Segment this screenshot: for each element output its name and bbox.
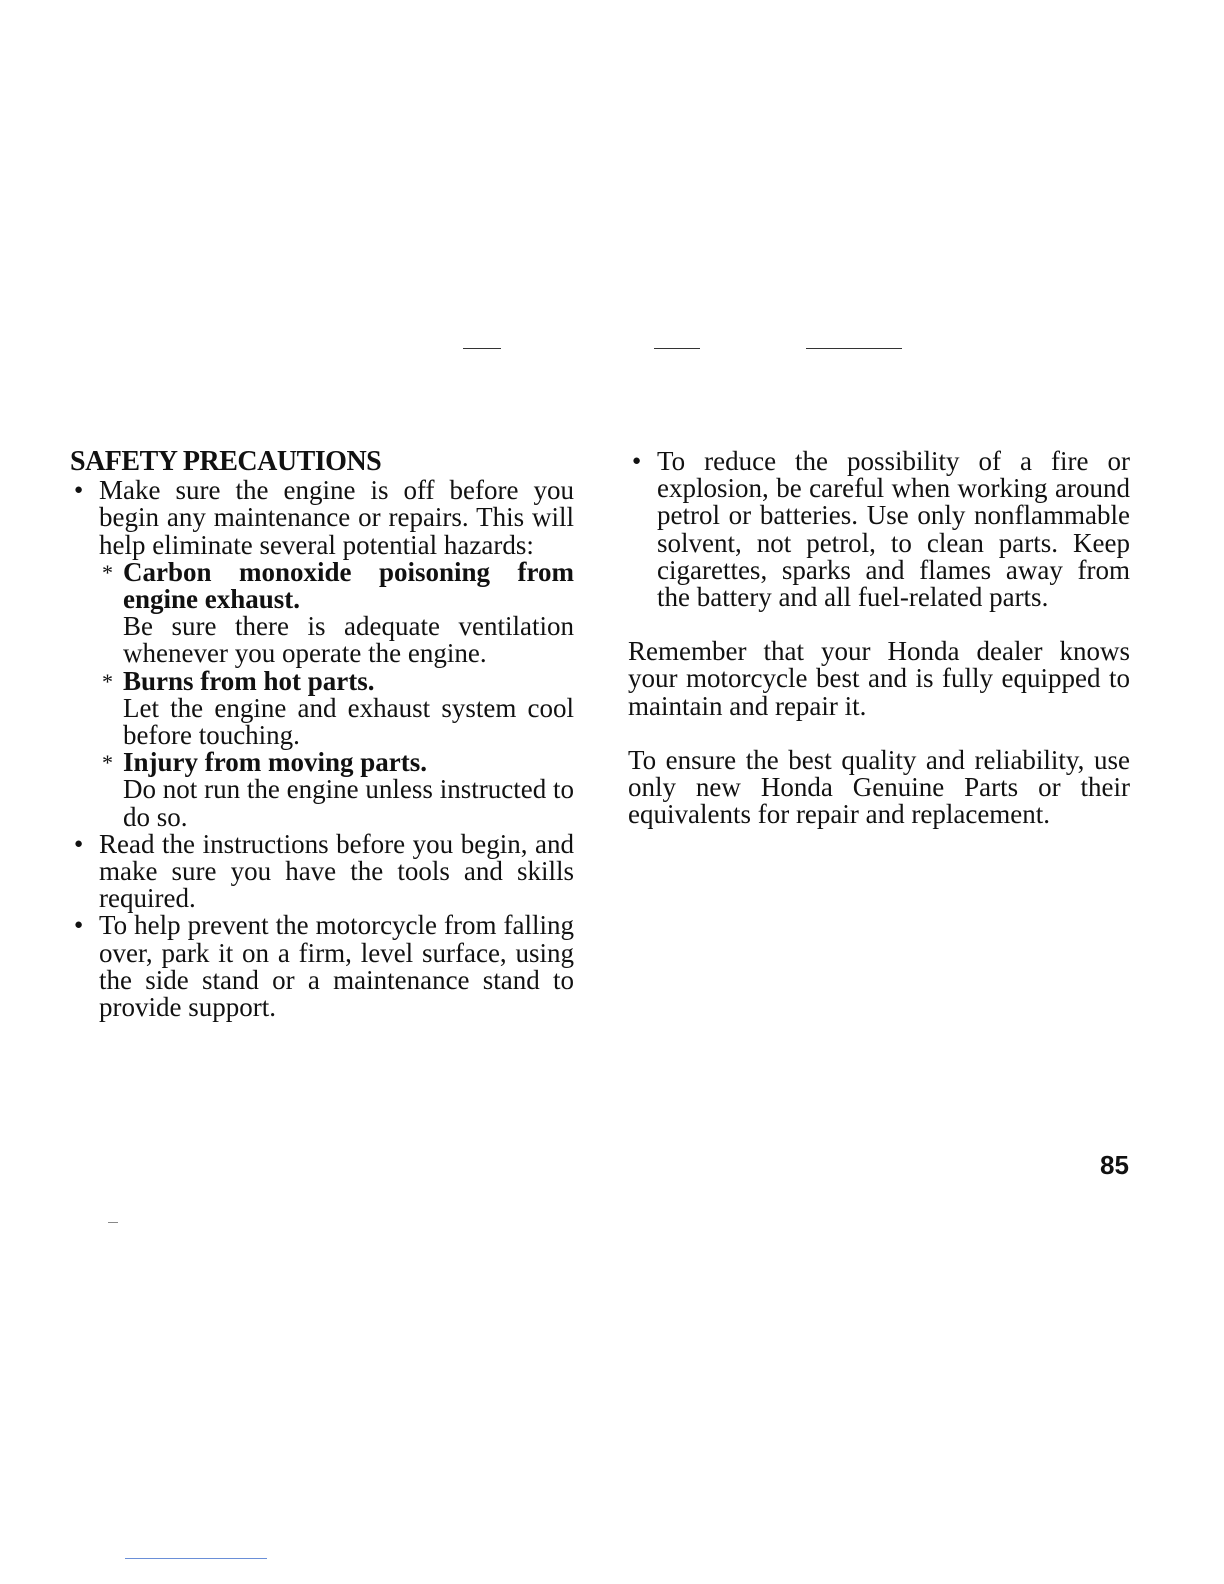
header-rule-2 [654, 348, 700, 349]
bullet-prevent-falling: ● To help prevent the motorcycle from falling over, park it on a firm, level surface, using the side stand or a maintenance stand to provide support. [70, 912, 574, 1021]
asterisk-icon: * [102, 559, 113, 585]
header-rule-3 [806, 348, 902, 349]
bullet-engine-off: ● Make sure the engine is off before you begin any maintenance or repairs. This will help eliminate several potential hazards: [70, 477, 574, 559]
asterisk-icon: * [102, 668, 113, 694]
header-rule-1 [463, 348, 501, 349]
hazard-title: Carbon monoxide poisoning from engine exhaust. [123, 556, 574, 615]
page-number: 85 [1100, 1150, 1129, 1180]
paragraph-honda-dealer: Remember that your Honda dealer knows your motorcycle best and is fully equipped to maintain and repair it. [628, 636, 1130, 721]
hazard-text: Be sure there is adequate ventilation whenever you operate the engine. [123, 611, 574, 669]
hazard-item-moving-parts [70, 749, 574, 831]
paragraph-genuine-parts: To ensure the best quality and reliability, use only new Honda Genuine Parts or their equivalents for repair and replacement. [628, 744, 1130, 830]
hazard-title: Injury from moving parts. [123, 747, 428, 778]
section-heading: SAFETY PRECAUTIONS [70, 446, 382, 477]
paragraph-gap [628, 611, 1130, 638]
bullet-read-instructions: ● Read the instructions before you begin, and make sure you have the tools and skills required. [70, 831, 574, 913]
left-column [70, 444, 574, 1021]
asterisk-icon: * [102, 750, 113, 776]
scan-mark [108, 1222, 118, 1223]
hazard-item-burns [70, 665, 574, 751]
hazard-text: Let the engine and exhaust system cool before touching. [123, 692, 574, 751]
bottom-rule [125, 1558, 267, 1559]
hazard-item-carbon-monoxide [70, 556, 574, 669]
bullet-fire-explosion: ● To reduce the possibility of a fire or explosion, be careful when working around petrol or batteries. Use only nonflammable solvent, not petrol, to clean parts. Keep cigarettes, sparks and flames away from the battery and all fuel-related parts. [628, 448, 1130, 611]
hazard-text: Do not run the engine unless instructed to do so. [123, 774, 574, 832]
right-column [628, 444, 1130, 828]
paragraph-gap [628, 720, 1130, 747]
hazard-title: Burns from hot parts. [123, 665, 375, 696]
